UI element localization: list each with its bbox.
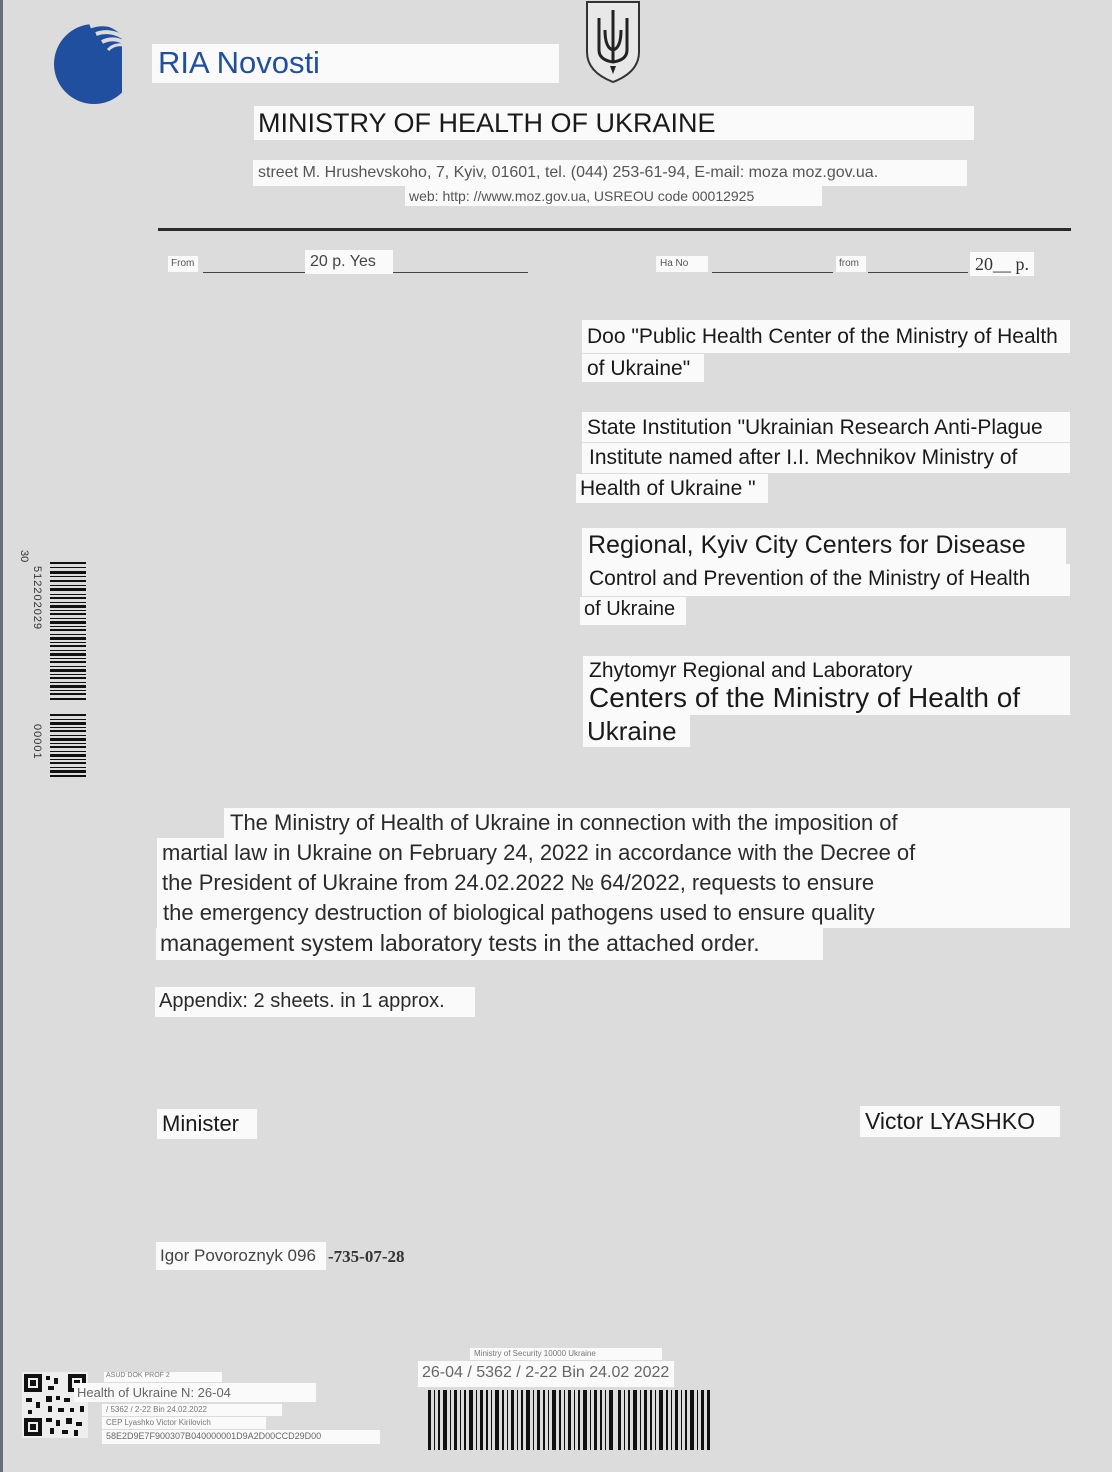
side-barcode-number-mid: 512202029 — [31, 566, 43, 631]
recipient-3-line-2: Control and Prevention of the Ministry of Health — [589, 567, 1031, 590]
minister-name: Victor LYASHKO — [865, 1108, 1036, 1134]
executor-phone: -735-07-28 — [328, 1247, 405, 1266]
minister-title: Minister — [162, 1111, 240, 1136]
recipient-2-line-2: Institute named after I.I. Mechnikov Ministry of — [589, 446, 1018, 469]
ria-novosti-logo-icon — [52, 18, 140, 106]
reg-small-text: Ministry of Security 10000 Ukraine — [474, 1349, 596, 1358]
body-line-2: martial law in Ukraine on February 24, 2022 in accordance with the Decree of — [162, 840, 916, 865]
stamp-line-0: ASUD DOK PROF 2 — [106, 1372, 170, 1379]
date-text: 20 p. Yes — [310, 253, 376, 270]
registration-barcode-icon — [428, 1390, 710, 1450]
stamp-line-3: CEP Lyashko Victor Kirilovich — [106, 1418, 211, 1427]
number-label: Ha No — [660, 258, 689, 269]
recipient-1-line-1: Doo "Public Health Center of the Ministry of Health — [587, 325, 1058, 348]
header-rule — [158, 228, 1071, 231]
from2-label: from — [839, 258, 859, 269]
recipient-4-line-1: Zhytomyr Regional and Laboratory — [589, 659, 913, 682]
recipient-2-line-1: State Institution "Ukrainian Research Anti-Plague — [587, 416, 1043, 439]
window-edge — [0, 0, 3, 1472]
number-underline — [712, 272, 833, 273]
executor-name: Igor Povoroznyk 096 — [160, 1246, 316, 1265]
body-line-1: The Ministry of Health of Ukraine in connection with the imposition of — [230, 810, 898, 835]
recipient-3-line-3: of Ukraine — [584, 598, 676, 620]
year-text: 20__ p. — [975, 254, 1029, 274]
brand-name: RIA Novosti — [158, 45, 320, 80]
coat-of-arms-icon — [583, 0, 643, 84]
ministry-title: MINISTRY OF HEALTH OF UKRAINE — [258, 108, 716, 138]
side-barcode-number-bottom: 00001 — [31, 724, 43, 760]
appendix-text: Appendix: 2 sheets. in 1 approx. — [159, 990, 445, 1012]
qr-code-icon — [22, 1372, 88, 1438]
recipient-4-line-3: Ukraine — [587, 716, 677, 746]
side-barcode-number-top: 30 — [18, 550, 30, 563]
reg-number-text: 26-04 / 5362 / 2-22 Bin 24.02 2022 — [422, 1364, 670, 1381]
from-label: From — [171, 258, 195, 269]
body-line-3: the President of Ukraine from 24.02.2022 № 64/2022, requests to ensure — [162, 870, 875, 895]
address-line-2: web: http: //www.moz.gov.ua, USREOU code 00012925 — [409, 188, 755, 204]
stamp-line-2: / 5362 / 2-22 Bin 24.02.2022 — [106, 1405, 207, 1414]
stamp-line-4: 58E2D9E7F900307B040000001D9A2D00CCD29D00 — [106, 1431, 322, 1441]
recipient-3-line-1: Regional, Kyiv City Centers for Disease — [588, 531, 1026, 559]
recipient-1-line-2: of Ukraine" — [587, 357, 691, 380]
recipient-4-line-2: Centers of the Ministry of Health of — [589, 682, 1021, 713]
recipient-2-line-3: Health of Ukraine " — [580, 477, 756, 500]
address-line-1: street M. Hrushevskoho, 7, Kyiv, 01601, tel. (044) 253-61-94, E-mail: moza moz.gov.ua. — [258, 164, 879, 181]
stamp-line-1: Health of Ukraine N: 26-04 — [77, 1385, 231, 1400]
side-barcode-icon — [50, 562, 86, 780]
from2-underline — [868, 272, 968, 273]
body-line-4: the emergency destruction of biological pathogens used to ensure quality — [163, 900, 875, 925]
body-line-5: management system laboratory tests in the attached order. — [160, 930, 760, 956]
